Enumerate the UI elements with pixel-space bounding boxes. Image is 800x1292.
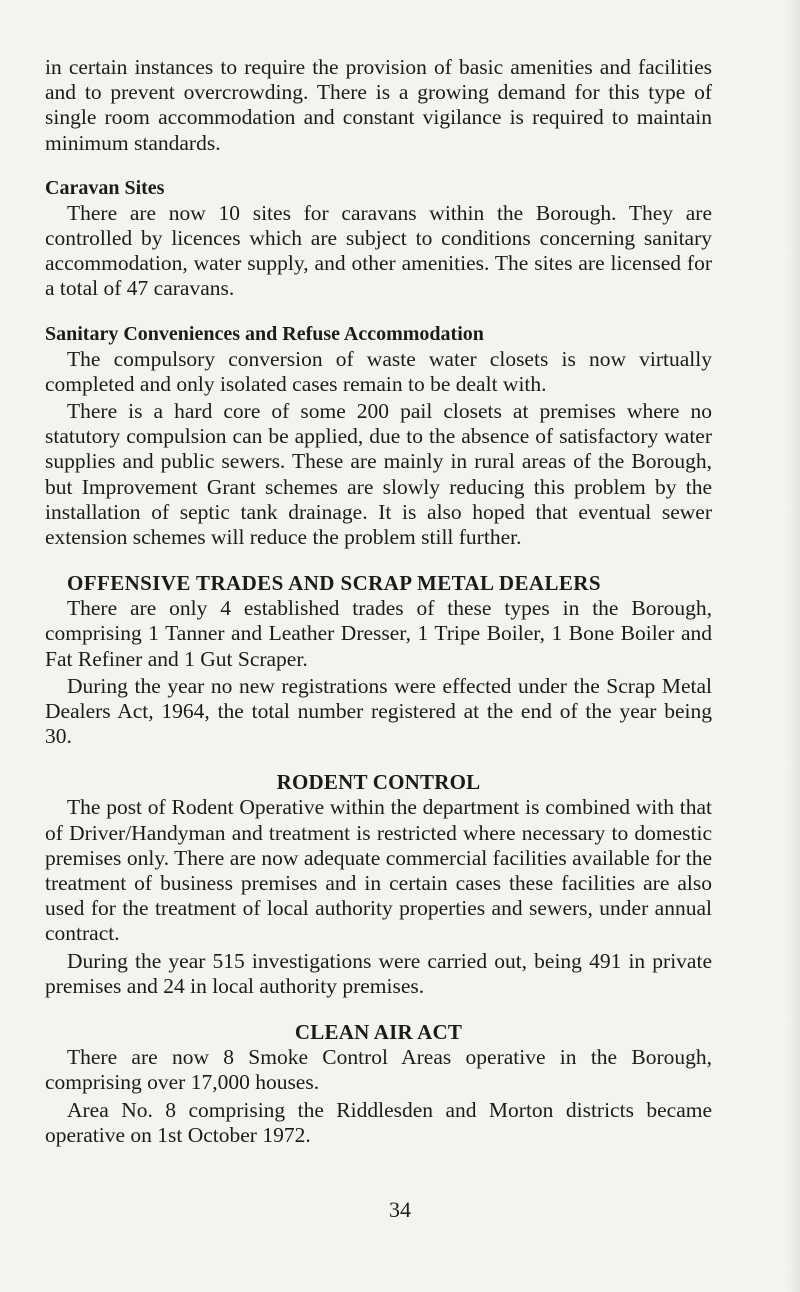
page-number: 34 [389,1197,411,1222]
sanitary-paragraph-1: The compulsory conversion of waste water closets is now virtually completed and only isolated cases remain to be dealt with. [45,346,712,396]
clean-air-paragraph-2: Area No. 8 comprising the Riddlesden and Morton districts became operative on 1st October 1972. [45,1097,712,1147]
sanitary-heading: Sanitary Conveniences and Refuse Accommodation [45,322,484,345]
rodent-control-paragraph-2: During the year 515 investigations were carried out, being 491 in private premises and 24 in local authority premises. [45,948,712,998]
rodent-control-paragraph-1: The post of Rodent Operative within the department is combined with that of Driver/Handyman and treatment is restricted where necessary to domestic premises only. There are now adequate commercial facilities available for the treatment of business premises and in certain cases these facilities are also used for the treatment of local authority properties and sewers, under annual contract. [45,795,712,946]
offensive-trades-paragraph-2: During the year no new registrations were effected under the Scrap Metal Dealers Act, 1964, the total number registered at the end of the year being 30. [45,673,712,749]
sanitary-paragraph-2: There is a hard core of some 200 pail closets at premises where no statutory compulsion can be applied, due to the absence of satisfactory water supplies and public sewers. These are mainly in rural areas of the Borough, but Improvement Grant schemes are slowly reducing this problem by the installation of septic tank drainage. It is also hoped that eventual sewer extension schemes will reduce the problem still further. [45,399,712,550]
offensive-trades-paragraph-1: There are only 4 established trades of these types in the Borough, comprising 1 Tanner and Leather Dresser, 1 Tripe Boiler, 1 Bone Boiler and Fat Refiner and 1 Gut Scraper. [45,596,712,671]
caravan-sites-paragraph: There are now 10 sites for caravans within the Borough. They are controlled by licences which are subject to conditions concerning sanitary accommodation, water supply, and other amenities. The sites are licensed for a total of 47 caravans. [45,200,712,301]
offensive-trades-heading: OFFENSIVE TRADES AND SCRAP METAL DEALERS [67,571,601,596]
page-body [45,55,712,1148]
clean-air-paragraph-1: There are now 8 Smoke Control Areas operative in the Borough, comprising over 17,000 houses. [45,1045,712,1095]
clean-air-heading: CLEAN AIR ACT [294,1020,463,1045]
caravan-sites-heading: Caravan Sites [45,176,165,199]
page-edge-shadow [786,0,800,1292]
intro-paragraph: in certain instances to require the provision of basic amenities and facilities and to prevent overcrowding. There is a growing demand for this type of single room accommodation and constant vigilance is required to maintain minimum standards. [45,55,712,155]
rodent-control-heading: RODENT CONTROL [276,770,481,795]
